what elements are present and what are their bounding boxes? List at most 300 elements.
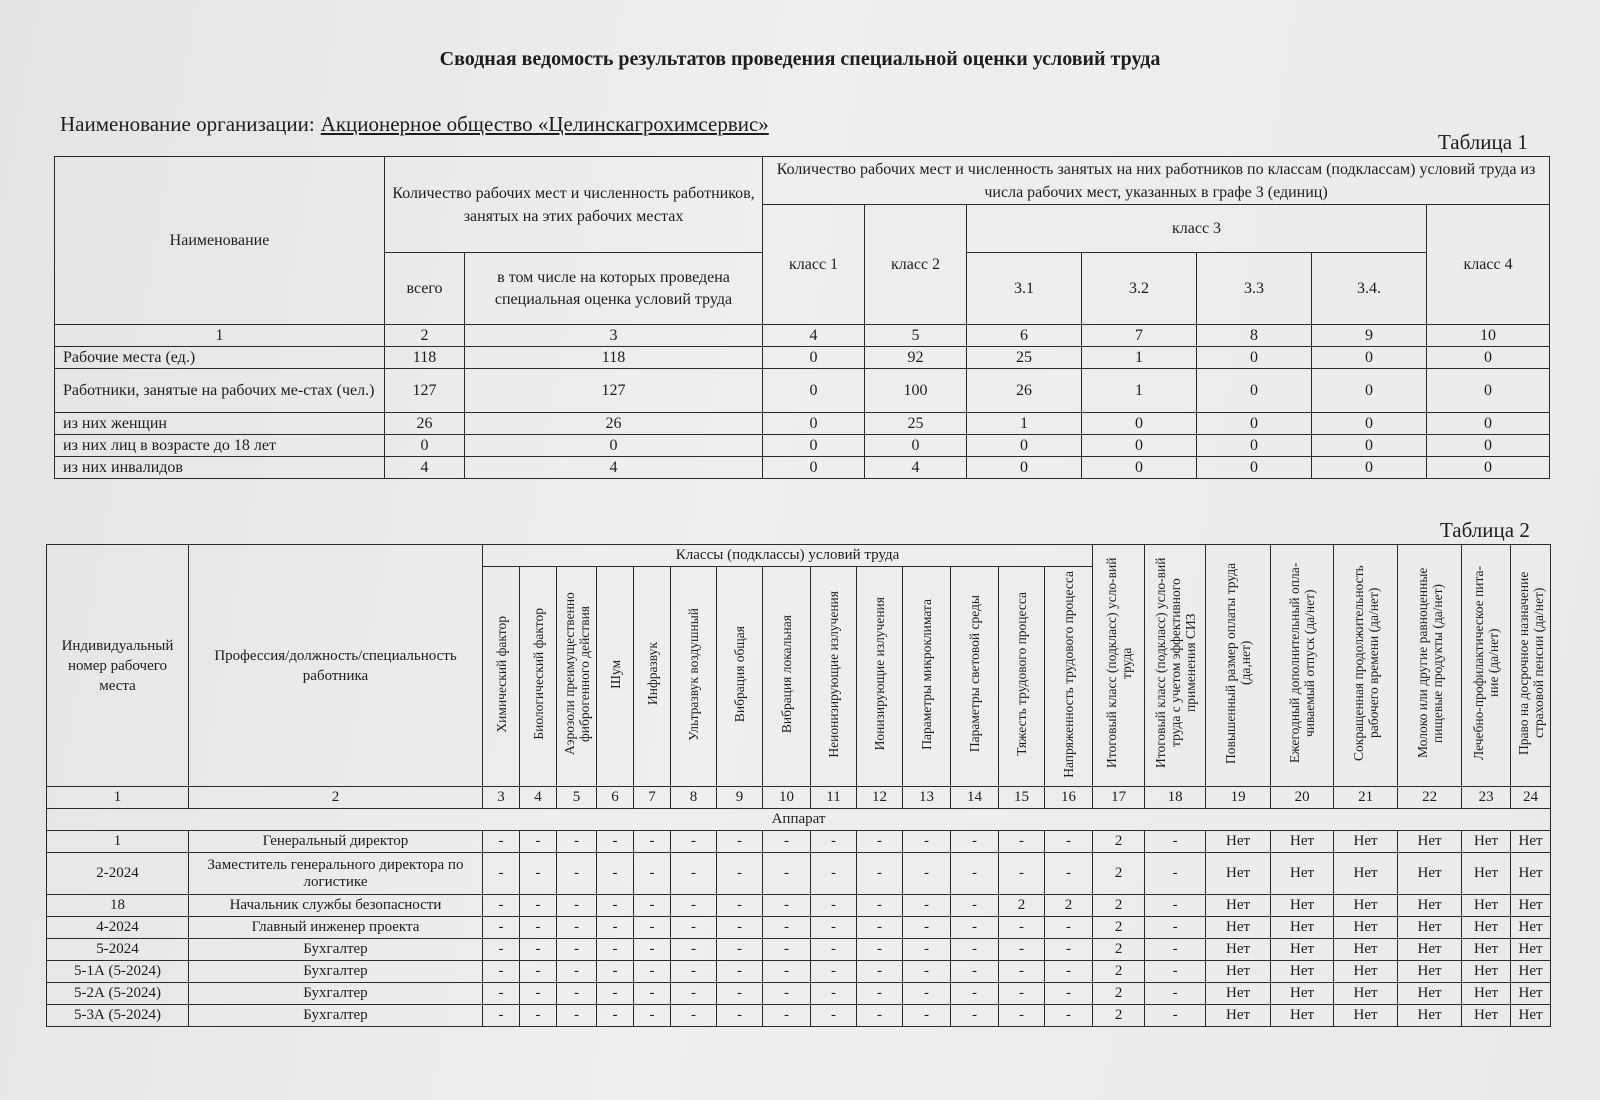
t2-extra-cell: Нет [1271,1005,1334,1027]
t2-row-id: 5-2024 [47,939,189,961]
t2-extra-cell: Нет [1511,961,1551,983]
t2-colnum: 23 [1462,787,1511,809]
t2-factor-cell: - [857,939,903,961]
t2-header-extra [1462,545,1511,787]
t2-extra-cell: - [1145,917,1206,939]
t2-extra-cell: Нет [1271,917,1334,939]
t2-extra-cell: 2 [1093,983,1145,1005]
t1-body [55,347,1550,479]
t1-cell: 0 [1197,413,1312,435]
t2-factor-cell: - [671,917,717,939]
t2-section-title: Аппарат [47,809,1551,831]
t2-extra-cell: Нет [1462,853,1511,895]
t1-cell: 0 [967,435,1082,457]
t2-extra-cell: Нет [1462,831,1511,853]
t2-factor-cell: - [763,1005,811,1027]
t2-extra-cell: Нет [1398,983,1462,1005]
t2-factor-cell: - [557,895,597,917]
t2-factor-cell: - [671,895,717,917]
t1-row-name: из них лиц в возрасте до 18 лет [55,435,385,457]
t2-header-factor-label: Напряженность трудового процесса [1061,570,1077,778]
t1-cell: 0 [1197,347,1312,369]
t2-factor-cell: - [483,983,520,1005]
t2-factor-cell: 2 [999,895,1045,917]
t2-header-extra-label: Молоко или другие равноценные пищевые продукты (да/нет) [1414,567,1445,759]
t2-colnum: 15 [999,787,1045,809]
t2-header-extra [1511,545,1551,787]
t2-extra-cell: Нет [1271,853,1334,895]
t2-extra-cell: Нет [1398,917,1462,939]
t1-header-group2: Количество рабочих мест и численность занятых на них работников по классам (подклассам) условий труда из числа рабочих мест, указанных в графе 3 (единиц) [763,157,1550,205]
t2-factor-cell: - [634,1005,671,1027]
t2-extra-cell: Нет [1462,983,1511,1005]
t2-factor-cell: - [557,983,597,1005]
t2-factor-cell: - [903,917,951,939]
t2-factor-cell: - [597,983,634,1005]
t2-colnum: 9 [717,787,763,809]
t2-factor-cell: - [597,961,634,983]
t2-factor-cell: - [520,917,557,939]
t2-factor-cell: - [557,1005,597,1027]
table1 [54,156,1550,479]
t2-factor-cell: - [951,939,999,961]
t2-header-extra [1271,545,1334,787]
t2-row-position: Бухгалтер [189,1005,483,1027]
t2-factor-cell: - [634,895,671,917]
t2-factor-cell: - [597,917,634,939]
t2-factor-cell: - [999,983,1045,1005]
t2-factor-cell: - [811,983,857,1005]
t2-factor-cell: - [763,917,811,939]
t1-cell: 0 [1427,347,1550,369]
t2-header-factor-label: Параметры микроклимата [919,598,934,750]
t2-factor-cell: - [717,917,763,939]
t2-factor-cell: - [483,939,520,961]
t2-colnum: 11 [811,787,857,809]
t2-row [47,1005,1551,1027]
t2-row [47,961,1551,983]
t1-cell: 0 [763,457,865,479]
t2-colnum: 2 [189,787,483,809]
t2-header-factor-label: Вибрация общая [732,625,747,723]
t2-row [47,895,1551,917]
t1-cell: 0 [1197,435,1312,457]
t2-header-factor-label: Шум [607,659,623,689]
t1-cell: 0 [1312,413,1427,435]
t1-cell: 118 [385,347,465,369]
t2-factor-cell: - [634,831,671,853]
t1-cell: 1 [967,413,1082,435]
t1-header-group1: Количество рабочих мест и численность работников, занятых на этих рабочих местах [385,157,763,253]
t2-factor-cell: - [557,917,597,939]
t2-extra-cell: Нет [1334,853,1398,895]
t2-factor-cell: - [717,895,763,917]
t1-cell: 92 [865,347,967,369]
t2-factor-cell: - [999,1005,1045,1027]
t2-header-factor-label: Параметры световой среды [967,595,982,753]
t1-row-name: из них инвалидов [55,457,385,479]
t2-row-position: Генеральный директор [189,831,483,853]
t2-colnum: 16 [1045,787,1093,809]
t1-colnum: 1 [55,325,385,347]
t2-factor-cell: - [717,961,763,983]
t1-header-assessed: в том числе на которых проведена специальная оценка условий труда [465,253,763,325]
t2-factor-cell: - [557,831,597,853]
t2-row-id: 2-2024 [47,853,189,895]
t2-factor-cell: - [634,983,671,1005]
t2-header-factor [597,567,634,787]
t2-factor-cell: - [520,939,557,961]
table2-caption: Таблица 2 [1440,518,1530,542]
t2-extra-cell: Нет [1271,939,1334,961]
t1-cell: 26 [967,369,1082,413]
t2-colnum: 5 [557,787,597,809]
t1-colnum: 10 [1427,325,1550,347]
t1-cell: 0 [465,435,763,457]
t2-factor-cell: - [857,917,903,939]
t2-extra-cell: Нет [1206,939,1271,961]
t2-factor-cell: - [520,853,557,895]
t2-extra-cell: Нет [1206,961,1271,983]
t2-extra-cell: Нет [1511,1005,1551,1027]
t2-factor-cell: - [483,917,520,939]
t2-body [47,787,1551,1027]
t2-factor-cell: - [483,895,520,917]
table2 [46,544,1551,1027]
t1-colnum: 6 [967,325,1082,347]
table1-caption: Таблица 1 [1438,130,1528,154]
t1-header-class4: класс 4 [1427,205,1550,325]
t1-cell: 0 [1427,457,1550,479]
t2-header-factor [671,567,717,787]
t2-header-factor [557,567,597,787]
t2-section-row [47,809,1551,831]
t2-factor-cell: - [951,1005,999,1027]
organization-name: Акционерное общество «Целинскагрохимсервис» [320,112,769,136]
t1-cell: 0 [385,435,465,457]
t2-header-factor [717,567,763,787]
t2-factor-cell: - [717,1005,763,1027]
t2-header-factor [999,567,1045,787]
t2-header-factor [857,567,903,787]
t2-extra-cell: Нет [1462,961,1511,983]
t2-extra-cell: - [1145,939,1206,961]
t2-extra-cell: Нет [1511,917,1551,939]
t2-header-factor [763,567,811,787]
t2-extra-cell: Нет [1271,895,1334,917]
t2-extra-cell: Нет [1271,983,1334,1005]
t1-row [55,435,1550,457]
t2-header-extra-label: Лечебно-профилактическое пита-ние (да/нет) [1471,565,1502,761]
t2-extra-cell: Нет [1334,983,1398,1005]
t2-factor-cell: - [951,917,999,939]
t2-extra-cell: 2 [1093,853,1145,895]
t2-extra-cell: Нет [1511,939,1551,961]
t2-extra-cell: Нет [1271,961,1334,983]
t1-cell: 0 [1082,457,1197,479]
t2-factor-cell: - [717,831,763,853]
t2-extra-cell: Нет [1462,1005,1511,1027]
t2-factor-cell: - [671,983,717,1005]
t2-extra-cell: Нет [1511,983,1551,1005]
t2-header-factor [483,567,520,787]
t2-factor-cell: - [811,1005,857,1027]
t2-factor-cell: - [999,853,1045,895]
t1-header-class3: класс 3 [967,205,1427,253]
t2-header-factor [951,567,999,787]
t2-factor-cell: - [483,1005,520,1027]
t2-factor-cell: - [634,961,671,983]
t2-colnum: 20 [1271,787,1334,809]
t2-extra-cell: Нет [1462,895,1511,917]
t2-row [47,831,1551,853]
t2-colnum: 14 [951,787,999,809]
t1-cell: 100 [865,369,967,413]
t2-extra-cell: - [1145,1005,1206,1027]
t2-factor-cell: - [597,1005,634,1027]
t1-cell: 0 [763,435,865,457]
t2-factor-cell: - [671,939,717,961]
t1-cell: 25 [865,413,967,435]
t2-factor-cell: - [903,895,951,917]
t1-colnum: 2 [385,325,465,347]
t2-extra-cell: 2 [1093,895,1145,917]
t1-header-total: всего [385,253,465,325]
t2-header-factor [903,567,951,787]
document-title: Сводная ведомость результатов проведения специальной оценки условий труда [439,48,1161,70]
t2-extra-cell: Нет [1206,1005,1271,1027]
t1-cell: 0 [1312,457,1427,479]
t2-header-extra [1334,545,1398,787]
t2-factor-cell: - [597,895,634,917]
t2-colnum: 12 [857,787,903,809]
t1-header-class1: класс 1 [763,205,865,325]
t2-factor-cell: - [557,961,597,983]
t2-factor-cell: - [597,831,634,853]
t2-factor-cell: - [951,961,999,983]
t2-factor-cell: - [520,983,557,1005]
t1-cell: 0 [1197,457,1312,479]
t1-row-name: Работники, занятые на рабочих ме-стах (чел.) [55,369,385,413]
t1-cell: 0 [1427,413,1550,435]
t2-factor-cell: - [557,939,597,961]
t2-factor-cell: - [671,1005,717,1027]
t2-header-factor-label: Тяжесть трудового процесса [1014,592,1029,756]
t2-colnum: 3 [483,787,520,809]
t1-cell: 0 [1312,369,1427,413]
t2-factor-cell: - [634,917,671,939]
t2-colnum: 4 [520,787,557,809]
t2-header-factor-label: Ионизирующие излучения [872,597,887,751]
t1-row [55,413,1550,435]
t2-factor-cell: - [857,983,903,1005]
t1-cell: 0 [1082,435,1197,457]
t1-header-3-4: 3.4. [1312,253,1427,325]
t2-colnum: 18 [1145,787,1206,809]
t2-factor-cell: - [1045,939,1093,961]
t2-row-id: 4-2024 [47,917,189,939]
t2-header-factor-label: Вибрация локальная [779,614,794,734]
t2-factor-cell: - [1045,831,1093,853]
t2-extra-cell: Нет [1334,917,1398,939]
t2-header-factor-label: Инфразвук [644,642,660,706]
t2-header-extra [1206,545,1271,787]
t2-factor-cell: - [717,853,763,895]
t1-colnum: 9 [1312,325,1427,347]
t2-extra-cell: Нет [1462,917,1511,939]
t2-factor-cell: - [857,1005,903,1027]
t1-header-name: Наименование [55,157,385,325]
t2-colnum: 8 [671,787,717,809]
t2-header-id: Индивидуальный номер рабочего места [47,545,189,787]
t2-row-id: 5-2А (5-2024) [47,983,189,1005]
t2-factor-cell: - [951,895,999,917]
t1-cell: 0 [763,413,865,435]
organization-line [60,112,769,137]
t2-header-factor-label: Биологический фактор [530,608,546,740]
t2-factor-cell: - [1045,853,1093,895]
t2-factor-cell: - [671,961,717,983]
t2-factor-cell: - [811,961,857,983]
t2-factor-cell: - [999,917,1045,939]
t2-header-factor [1045,567,1093,787]
t2-colnum: 7 [634,787,671,809]
t2-factor-cell: - [597,939,634,961]
t2-factor-cell: - [857,831,903,853]
t2-factor-cell: - [1045,917,1093,939]
t2-extra-cell: 2 [1093,831,1145,853]
t2-extra-cell: Нет [1206,853,1271,895]
t2-extra-cell: Нет [1206,831,1271,853]
t1-cell: 0 [967,457,1082,479]
t2-header-extra [1398,545,1462,787]
t2-factor-cell: - [483,831,520,853]
t2-factor-cell: - [999,961,1045,983]
t2-extra-cell: Нет [1271,831,1334,853]
t2-factor-cell: - [763,939,811,961]
t2-factor-cell: - [634,939,671,961]
t2-header-extra-label: Итоговый класс (подкласс) усло-вий труда с учетом эффективного применения СИЗ [1152,557,1198,769]
t2-factor-cell: - [951,983,999,1005]
t2-factor-cell: - [763,983,811,1005]
t2-factor-cell: - [520,961,557,983]
t2-factor-cell: - [999,939,1045,961]
t2-row [47,939,1551,961]
t2-extra-cell: Нет [1398,961,1462,983]
t1-cell: 127 [465,369,763,413]
t1-cell: 0 [1197,369,1312,413]
t2-factor-cell: - [903,983,951,1005]
t2-extra-cell: Нет [1334,831,1398,853]
t2-colnum: 6 [597,787,634,809]
t1-header-class2: класс 2 [865,205,967,325]
t1-row [55,347,1550,369]
t2-header-factor [811,567,857,787]
t1-cell: 0 [865,435,967,457]
t2-colnum: 17 [1093,787,1145,809]
t2-colnum: 10 [763,787,811,809]
t2-extra-cell: Нет [1206,983,1271,1005]
t2-header-factor-label: Ультразвук воздушный [686,607,701,741]
t2-colnum: 24 [1511,787,1551,809]
t2-extra-cell: Нет [1398,1005,1462,1027]
t2-factor-cell: - [1045,961,1093,983]
t2-factor-cell: 2 [1045,895,1093,917]
t1-cell: 0 [1312,435,1427,457]
t2-factor-cell: - [811,917,857,939]
t2-row-position: Заместитель генерального директора по логистике [189,853,483,895]
t1-colnum: 8 [1197,325,1312,347]
t1-cell: 25 [967,347,1082,369]
t2-header-factor-label: Аэрозоли преимущественно фиброгенного действия [561,592,592,756]
t2-factor-cell: - [951,853,999,895]
t1-colnum: 5 [865,325,967,347]
t2-factor-cell: - [903,831,951,853]
t2-factor-cell: - [903,939,951,961]
t2-header-extra-label: Право на досрочное назначение страховой пенсии (да/нет) [1515,571,1546,755]
t2-extra-cell: - [1145,895,1206,917]
t1-cell: 0 [1427,369,1550,413]
t2-colnum: 1 [47,787,189,809]
t2-extra-cell: Нет [1462,939,1511,961]
t2-header-factor-label: Химический фактор [493,615,509,733]
t1-cell: 0 [1312,347,1427,369]
t2-extra-cell: - [1145,853,1206,895]
t2-extra-cell: - [1145,983,1206,1005]
t2-factor-cell: - [671,831,717,853]
t2-row-id: 1 [47,831,189,853]
t2-extra-cell: Нет [1398,831,1462,853]
t2-extra-cell: Нет [1511,895,1551,917]
t2-extra-cell: Нет [1398,853,1462,895]
t2-colnum: 19 [1206,787,1271,809]
t2-extra-cell: - [1145,831,1206,853]
t2-extra-cell: Нет [1511,831,1551,853]
t2-extra-cell: - [1145,961,1206,983]
t2-extra-cell: Нет [1334,939,1398,961]
t1-cell: 0 [763,369,865,413]
t2-factor-cell: - [903,1005,951,1027]
t2-factor-cell: - [520,1005,557,1027]
t1-cell: 26 [465,413,763,435]
t1-cell: 26 [385,413,465,435]
t2-extra-cell: Нет [1206,917,1271,939]
t2-factor-cell: - [857,853,903,895]
t2-row-position: Бухгалтер [189,939,483,961]
t2-extra-cell: 2 [1093,1005,1145,1027]
t1-header-3-2: 3.2 [1082,253,1197,325]
t2-extra-cell: Нет [1334,1005,1398,1027]
t1-cell: 0 [1427,435,1550,457]
t2-row-id: 5-1А (5-2024) [47,961,189,983]
t2-factor-cell: - [483,853,520,895]
t1-cell: 127 [385,369,465,413]
t2-factor-cell: - [671,853,717,895]
t1-header-3-3: 3.3 [1197,253,1312,325]
t2-factor-cell: - [811,831,857,853]
t2-header-extra [1093,545,1145,787]
t1-column-number-row [55,325,1550,347]
t2-factor-cell: - [483,961,520,983]
t2-factor-cell: - [717,939,763,961]
t2-row-id: 5-3А (5-2024) [47,1005,189,1027]
t2-factor-cell: - [857,961,903,983]
t1-cell: 0 [763,347,865,369]
t2-factor-cell: - [811,939,857,961]
t2-extra-cell: Нет [1334,895,1398,917]
t1-cell: 0 [1082,413,1197,435]
t1-cell: 4 [865,457,967,479]
